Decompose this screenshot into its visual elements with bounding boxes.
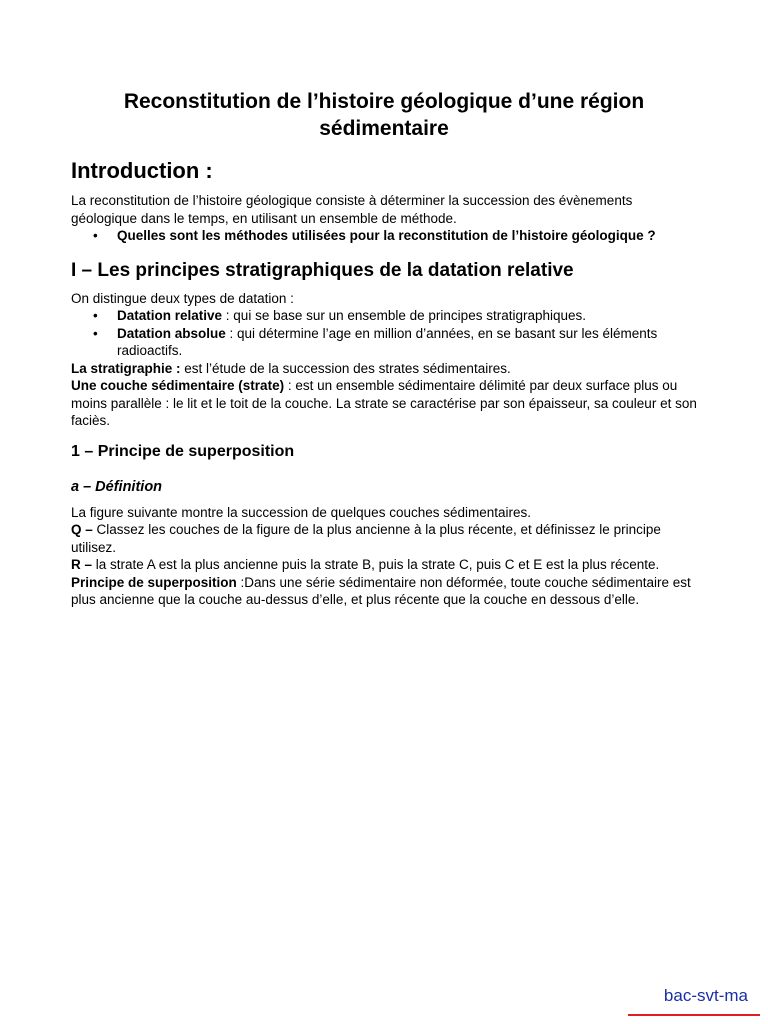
intro-heading: Introduction :	[71, 158, 213, 183]
datation-text: : qui détermine l’age en million d’années, en se basant sur les éléments radioactifs.	[117, 325, 658, 358]
intro-question-text: Quelles sont les méthodes utilisées pour la reconstitution de l’histoire géologique ?	[117, 228, 656, 243]
answer-paragraph	[71, 556, 697, 574]
datation-item	[117, 325, 697, 360]
strate-term: Une couche sédimentaire (strate)	[71, 378, 285, 393]
question-text: Classez les couches de la figure de la plus ancienne à la plus récente, et définissez le principe utilisez.	[71, 522, 661, 555]
question-label: Q –	[71, 522, 93, 537]
answer-label: R –	[71, 557, 93, 572]
stratigraphie-term: La stratigraphie :	[71, 360, 181, 376]
intro-question	[117, 227, 697, 245]
principle-term: Principe de superposition	[71, 574, 237, 590]
datation-text: : qui se base sur un ensemble de principes stratigraphiques.	[222, 308, 587, 323]
datation-term: Datation relative	[117, 308, 223, 323]
intro-paragraph: La reconstitution de l’histoire géologique consiste à déterminer la succession des évènements géologique dans le temps, en utilisant un ensemble de méthode.	[71, 193, 633, 226]
datation-list	[71, 307, 697, 360]
site-link[interactable]: bac-svt-ma	[663, 986, 748, 1005]
section1-lead: On distingue deux types de datation :	[71, 290, 294, 306]
intro-list	[71, 227, 697, 245]
footer-rule	[628, 1014, 760, 1016]
stratigraphie-definition	[71, 360, 697, 378]
document-page	[71, 88, 697, 609]
definition-heading: a – Définition	[71, 478, 163, 495]
section1-heading: I – Les principes stratigraphiques de la datation relative	[71, 259, 574, 281]
title-line-2: sédimentaire	[319, 117, 449, 140]
figure-intro: La figure suivante montre la succession de quelques couches sédimentaires.	[71, 504, 532, 520]
title-line-1: Reconstitution de l’histoire géologique d’une région	[123, 90, 645, 113]
page-title	[71, 88, 697, 142]
datation-term: Datation absolue	[117, 325, 226, 341]
subsection-heading: 1 – Principe de superposition	[71, 442, 295, 460]
principle-paragraph	[71, 574, 697, 609]
question-paragraph	[71, 521, 697, 556]
principle-text: :Dans une série sédimentaire non déformée, toute couche sédimentaire est plus ancienne que la couche au-dessus d’elle, et plus récente que la couche en dessous d’elle.	[71, 574, 691, 607]
strate-text: : est un ensemble sédimentaire délimité par deux surface plus ou moins parallèle : le lit et le toit de la couche. La strate se caractérise par son épaisseur, sa couleur et son faciès.	[71, 378, 697, 428]
answer-text: la strate A est la plus ancienne puis la strate B, puis la strate C, puis C et E est la plus récente.	[92, 557, 660, 572]
datation-item	[117, 307, 697, 325]
stratigraphie-text: est l’étude de la succession des strates sédimentaires.	[180, 360, 511, 376]
strate-definition	[71, 377, 697, 430]
